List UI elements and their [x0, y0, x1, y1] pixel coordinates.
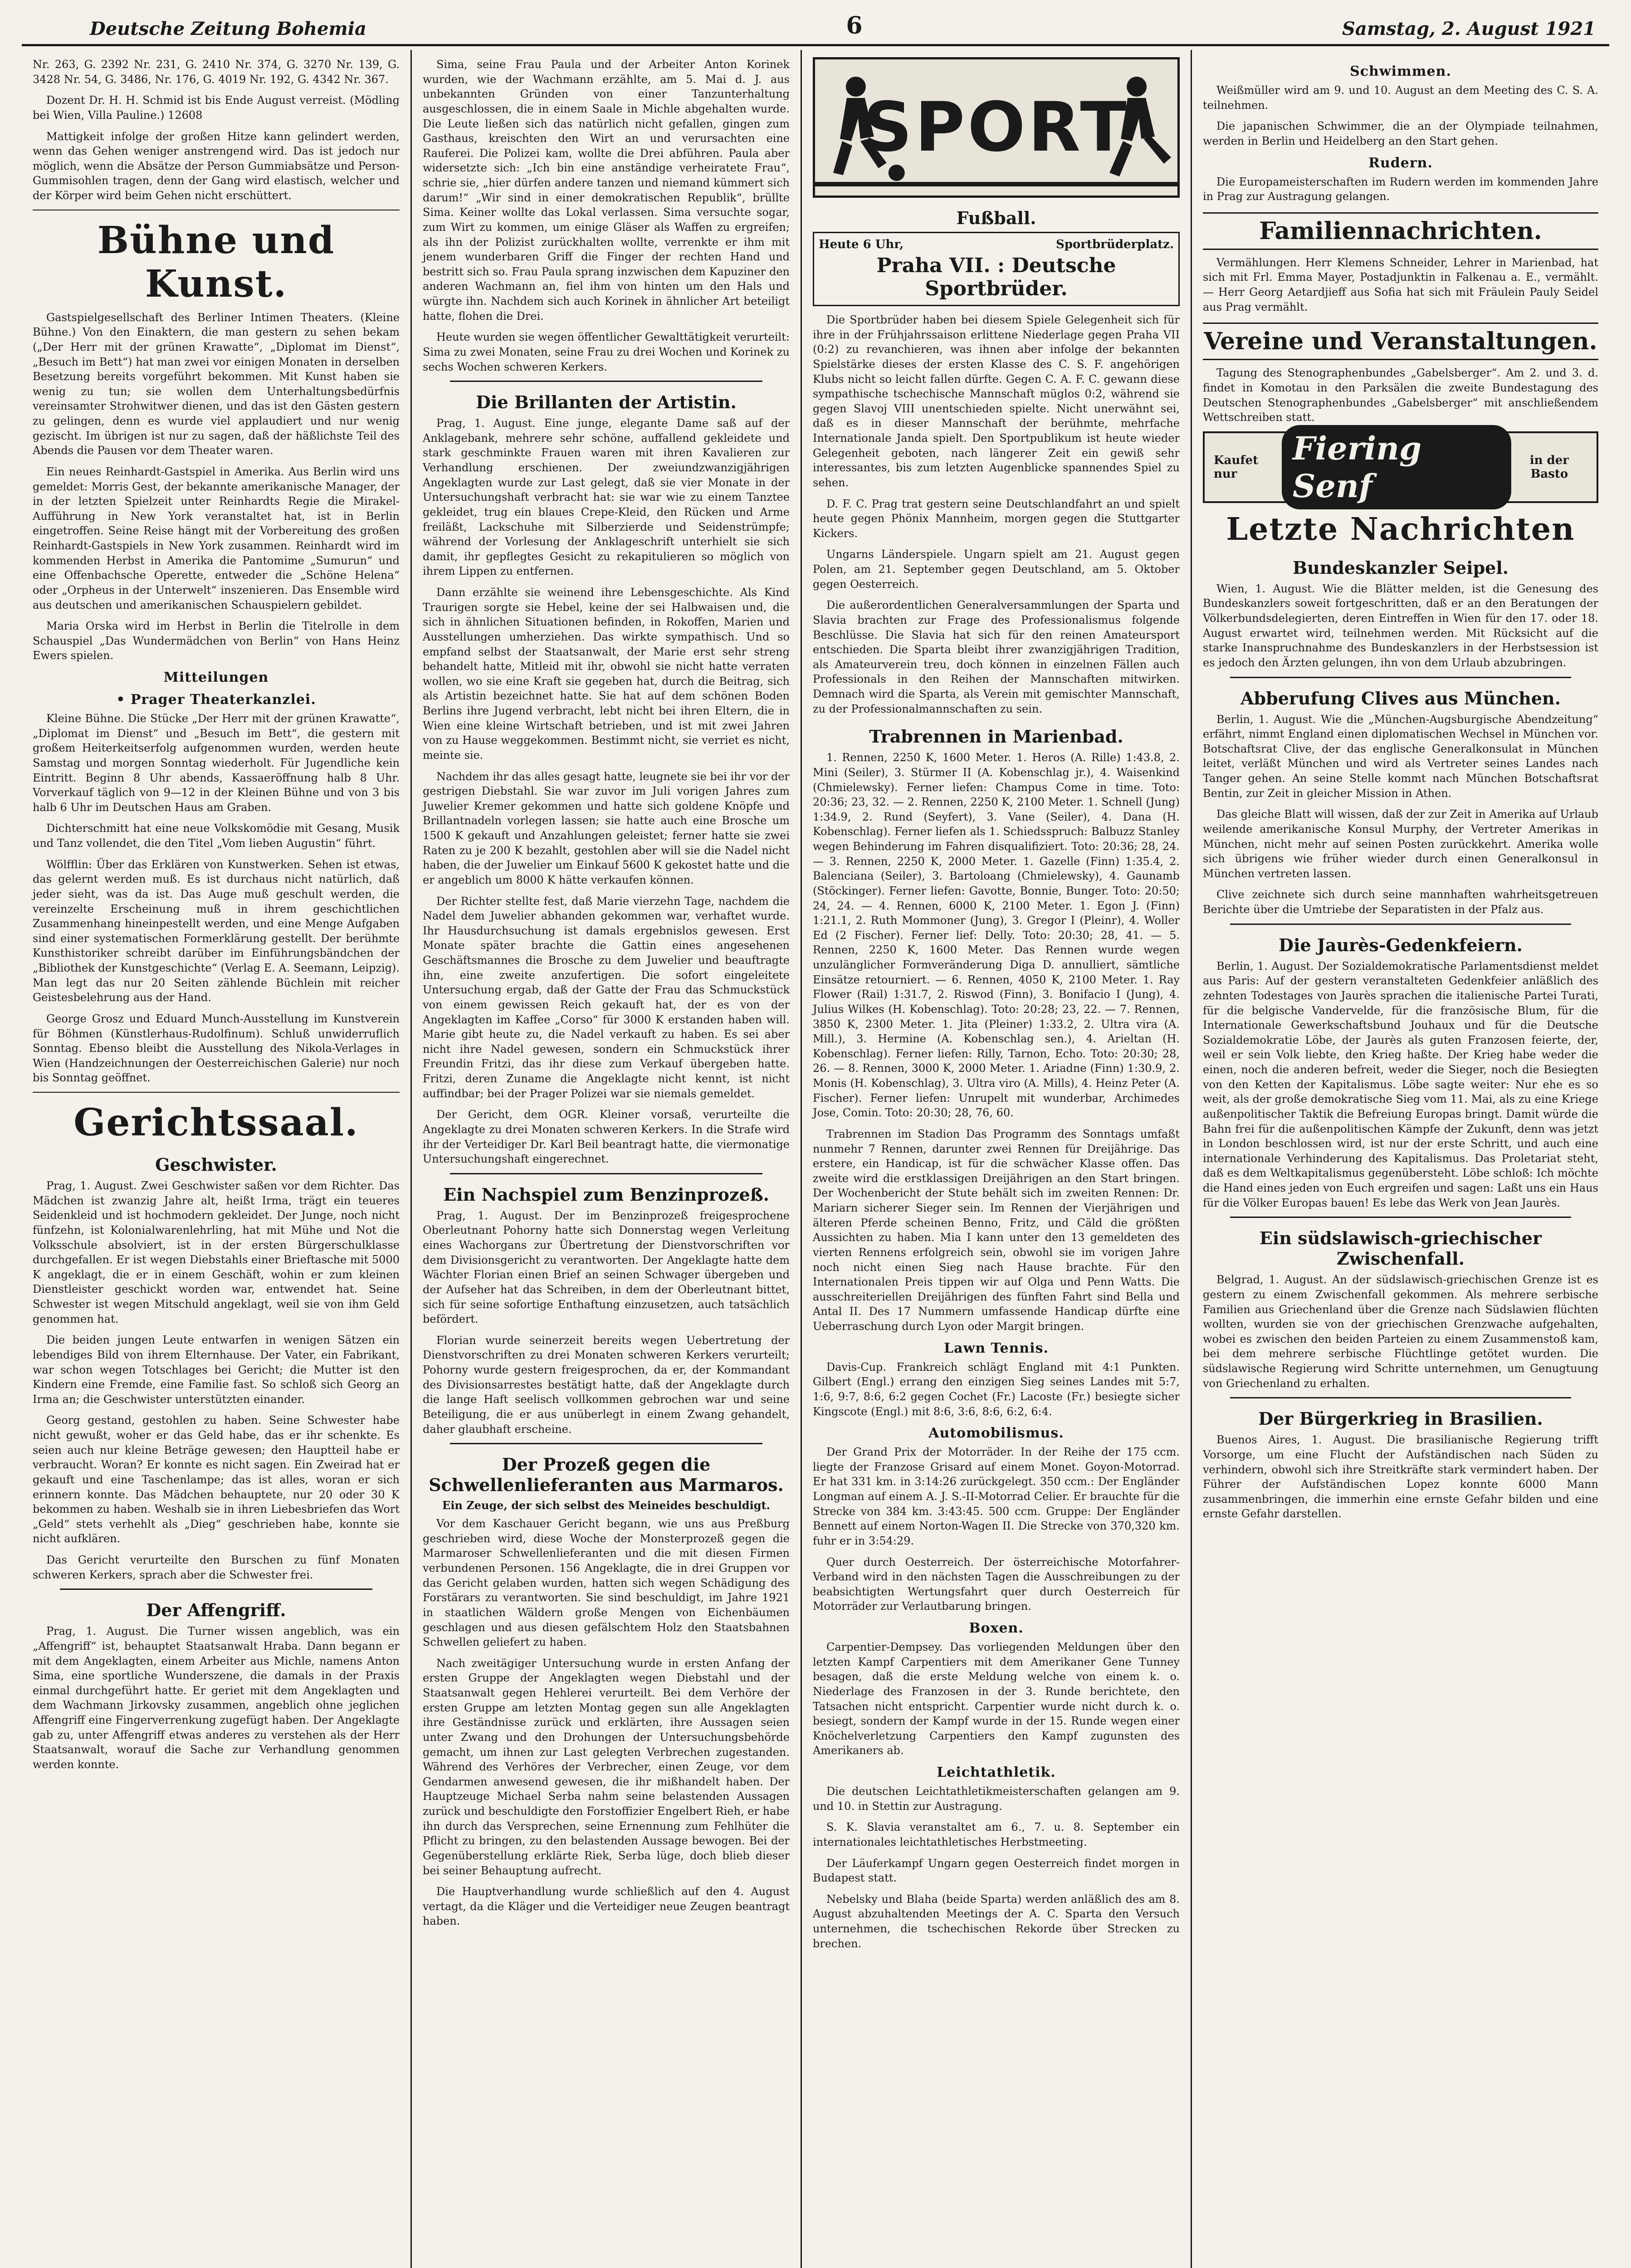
article-text: Prag, 1. August. Zwei Geschwister saßen vor dem Richter. Das Mädchen ist zwanzig Jahre alt, heißt Irma, trägt ein teueres Seidenkleid und ist hochmodern gekleidet. Der Junge, noch nicht fünfzehn, ist Kolonialwarenlehrling, hat mit Mühe und Not die Volksschule absolviert, ist in der ersten Bürgerschulklasse durchgefallen. Er ist wegen Diebstahls einer Brieftasche mit 5000 K angeklagt, die er in einem Geschäft, wohin er zum kleinen Dienstleister geschickt worden war, entwendet hat. Seine Schwester ist wegen Mitschuld angeklagt, weil sie von ihm Geld genommen hat. — [33, 1179, 400, 1325]
section-title-familiennachrichten: Familiennachrichten. — [1203, 212, 1598, 250]
article-text: Das Gericht verurteilte den Burschen zu fünf Monaten schweren Kerkers, sprach aber die Schwester frei. — [33, 1554, 400, 1581]
article-text: Prag, 1. August. Der im Benzinprozeß freigesprochene Oberleutnant Pohorny hatte sich Donnerstag wegen Verleitung eines Wachorgans zur Übertretung der Dienstvorschriften vor dem Divisionsgericht zu verantworten. Der Angeklagte hatte dem Wächter Florian einen Brief an seinen Schwager übergeben und der Aufseher hat das Schreiben, in dem der Oberleutnant bittet, sich für seine sofortige Enthaftung einzusetzen, auch tatsächlich befördert. — [423, 1209, 790, 1326]
article-text: Prag, 1. August. Eine junge, elegante Dame saß auf der Anklagebank, mehrere sehr schöne, auffallend gekleidete und stark geschminkte Frauen waren mit ihren Kavalieren zur Verhandlung erschienen. Der zweiundzwanzigjährigen Angeklagten wurde zur Last gelegt, daß sie vier Monate in der Untersuchungshaft verbracht hat: sie war wie zu einem Tanztee gekleidet, trug ein blaues Crepe-Kleid, den Rücken und Arme freiläßt, Lackschuhe mit Silberzierde und Seidenstrümpfe; während der Vorlesung der Anklageschrift unterhielt sie sich damit, ihr gepflegtes Gesicht zu rekapitulieren so möglich von ihrem Lippen zu entfernen. — [423, 417, 790, 578]
subheading-mitteilungen: Mitteilungen — [163, 670, 269, 685]
divider — [450, 381, 762, 382]
section-title-gerichtssaal: Gerichtssaal. — [73, 1101, 359, 1144]
headline-brasilien: Der Bürgerkrieg in Brasilien. — [1258, 1408, 1543, 1429]
article-text: Florian wurde seinerzeit bereits wegen Uebertretung der Dienstvorschriften zu drei Monaten schweren Kerkers verurteilt; Pohorny wurde gestern freigesprochen, da er, der Kommandant des Divisionsarrestes bestätigt hatte, daß der Angeklagte durch die lange Haft seelisch vollkommen gebrochen war und seine Beteiligung, die er aus unüberlegt in einem Zwang gehandelt, daher glaubhaft erscheine. — [423, 1334, 790, 1436]
match-teams: Praha VII. : Deutsche Sportbrüder. — [876, 254, 1116, 300]
issue-date: Samstag, 2. August 1921 — [1342, 18, 1596, 39]
race-results: 1. Rennen, 2250 K, 1600 Meter. 1. Heros (A. Rille) 1:43.8, 2. Mini (Seiler), 3. Stürmer II (A. Kobenschlag jr.), 4. Waisenkind (Chmielewsky). Ferner liefen: Champus Come in time. Toto: 20:36; 23, 32. — 2. Rennen, 2250 K, 2100 Meter. 1. Schnell (Jung) 1:34.9, 2. Rund (Seyfert), 3. Vane (Seiler), 4. Dana (H. Kobenschlag). Ferner liefen als 1. Schiedsspruch: Balbuzz Stanley wegen Behinderung im Fahren disqualifiziert. Toto: 20:36; 28, 24. — 3. Rennen, 2250 K, 2000 Meter. 1. Gazelle (Finn) 1:35.4, 2. Balenciana (Seiler), 3. Bartoloang (Chmielewsky), 4. Gaunamb (Stöckinger). Ferner liefen: Gavotte, Bonnie, Bunger. Toto: 20:50; 24, 24. — 4. Rennen, 6000 K, 2100 Meter. 1. Egon J. (Finn) 1:21.1, 2. Ruth Mommoner (Jung), 3. Gregor I (Pleinr), 4. Woller Ed (2 Fischer). Ferner lief: Delly. Toto: 20:30; 28, 41. — 5. Rennen, 2250 K, 1600 Meter. Das Rennen wurde wegen unzulänglicher Formveränderung Diga D. annulliert, sämtliche Einsätze retourniert. — 6. Rennen, 4050 K, 2100 Meter. 1. Ray Flower (Rail) 1:31.7, 2. Riswod (Finn), 3. Bonifacio I (Jung), 4. Julius Wilkes (H. Kobenschlag). Toto: 20:28; 23, 22. — 7. Rennen, 3850 K, 2300 Meter. 1. Jita (Pleiner) 1:33.2, 2. Ultra vira (A. Mill.), 3. Hermine (A. Kobenschlag sen.), 4. Arieltan (H. Kobenschlag). Ferner liefen: Rilly, Tarnon, Echo. Toto: 20:30; 28, 26. — 8. Rennen, 3000 K, 2000 Meter. 1. Ariadne (Finn) 1:30.9, 2. Monis (H. Kobenschlag), 3. Ultra viro (A. Mills), 4. Heinz Peter (A. Fischer). Ferner liefen: Unrupelt mit wunderbar, Archimedes Jose, Comin. Toto: 20:30; 28, 76, 60. — [813, 751, 1180, 1119]
lottery-numbers: Nr. 263, G. 2392 Nr. 231, G. 2410 Nr. 374, G. 3270 Nr. 139, G. 3428 Nr. 54, G. 3486, Nr. 176, G. 4019 Nr. 192, G. 4342 Nr. 367. — [33, 58, 400, 86]
article-text: Ein neues Reinhardt-Gastspiel in Amerika. Aus Berlin wird uns gemeldet: Morris Gest, der bekannte amerikanische Manager, der in der letzten Spielzeit unter Reinhardts Regie die Mirakel-Aufführung in New York veranstaltet hat, ist in Berlin eingetroffen. Seine Reise hängt mit der Vorbereitung des großen Reinhardt-Gastspiels in New York zusammen. Reinhardt wird im kommenden Herbst in Amerika die Pantomime „Sumurun“ und eine Offenbachsche Operette, entweder die „Schöne Helena“ oder „Orpheus in der Unterwelt“ inszenieren. Das Ensemble wird aus deutschen und amerikanischen Schauspielern gebildet. — [33, 465, 400, 611]
article-text: Die außerordentlichen Generalversammlungen der Sparta und Slavia brachten zur Frage des Professionalismus folgende Beschlüsse. Die Slavia hat sich für den reinen Amateursport entschieden. Die Sparta bleibt ihrer zwanzigjährigen Tradition, als Amateurverein treu, doch können in einzelnen Fällen auch Professionals in den Reihen der Mannschaften mitwirken. Demnach wird die Sparta, als Verein mit gemischter Mannschaft, zu der Professionalmannschaften zu sein. — [813, 599, 1180, 715]
article-text: Gastspielgesellschaft des Berliner Intimen Theaters. (Kleine Bühne.) Von den Einaktern, die man gestern zu sehen bekam („Der Herr mit der grünen Krawatte“, „Diplomat im Dienst“, „Besuch im Bett“) hat man zwei vor einigen Monaten in derselben Besetzung bereits vorgeführt bekommen. Mit Kunst haben sie wenig zu tun; sie wollen dem Unterhaltungsbedürfnis vereinsamter Strohwitwer dienen, und das ist den Gästen gestern zu gelingen, denn es wurde viel applaudiert und nur wenig gezischt. Im übrigen ist nur zu sagen, daß der häßlichste Teil des Abends die Pausen vor dem Theater waren. — [33, 311, 400, 457]
article-text: Georg gestand, gestohlen zu haben. Seine Schwester habe nicht gewußt, woher er das Geld habe, das er ihr schenkte. Es seien auch nur kleine Beträge gewesen; den Hauptteil habe er verbraucht. Woran? Er konnte es nicht sagen. Ein Zweirad hat er gekauft und eine Taschenlampe; das ist alles, woran er sich erinnern konnte. Das Mädchen behauptete, nur 20 oder 30 K bekommen zu haben. Weshalb sie in ihren Liebesbriefen das Wort „Geld“ stets verhehlt als „Dieg“ geschrieben habe, konnte sie nicht aufklären. — [33, 1414, 400, 1545]
article-text: Maria Orska wird im Herbst in Berlin die Titelrolle in dem Schauspiel „Das Wundermädchen von Berlin“ von Hans Heinz Ewers spielen. — [33, 620, 400, 662]
divider — [450, 1173, 762, 1174]
column-4 — [1192, 50, 1609, 2268]
article-text: Die beiden jungen Leute entwarfen in wenigen Sätzen ein lebendiges Bild von ihrem Elternhause. Der Vater, ein Fabrikant, war schon wegen Totschlages bei Gericht; die Mutter ist den Kindern eine Fremde, eine Familie fast. So schloß sich Georg an Irma an; die Geschwister unterstützten einander. — [33, 1334, 400, 1406]
article-text: Nebelsky und Blaha (beide Sparta) werden anläßlich des am 8. August abzuhaltenden Meetings der A. C. Sparta den Versuch unternehmen, die tschechischen Rekorde über Strecken zu brechen. — [813, 1892, 1180, 1950]
article-text: Clive zeichnete sich durch seine mannhaften wahrheitsgetreuen Berichte über die Umtriebe der Separatisten in der Pfalz aus. — [1203, 888, 1598, 916]
article-text: Die deutschen Leichtathletikmeisterschaften gelangen am 9. und 10. in Stettin zur Austragung. — [813, 1785, 1180, 1813]
article-text: Wölfflin: Über das Erklären von Kunstwerken. Sehen ist etwas, das gelernt werden muß. Es ist durchaus nicht natürlich, daß jeder sieht, was da ist. Das Auge muß geschult werden, die vereinzelte Erscheinung muß in ihrem geschichtlichen Zusammenhang hineinpestellt werden, und eine Menge Aufgaben sind einer systematischen Formerklärung gestellt. Der berühmte Kunsthistoriker schreibt darüber im Einführungsbändchen der „Bibliothek der Kunstgeschichte“ (Verlag E. A. Seemann, Leipzig). Man legt das nur 20 Seiten zählende Büchlein mit reicher Geistesbelehrung aus der Hand. — [33, 858, 400, 1004]
divider — [1230, 1397, 1571, 1398]
article-text: Weißmüller wird am 9. und 10. August an dem Meeting des C. S. A. teilnehmen. — [1203, 84, 1598, 112]
divider — [450, 1443, 762, 1444]
headline-suedslawisch: Ein südslawisch-griechischer Zwischenfall. — [1259, 1228, 1542, 1269]
notice-mattigkeit: Mattigkeit infolge der großen Hitze kann gelindert werden, wenn das Gehen weniger anstrengend wird. Das ist jedoch nur möglich, wenn die Absätze der Person Gummiabsätze und Person-Gummisohlen tragen, denn der Gang wird elastisch, welcher und der Körper wird beim Gehen nicht erschüttert. — [33, 130, 400, 202]
article-text: D. F. C. Prag trat gestern seine Deutschlandfahrt an und spielt heute gegen Phönix Mannheim, morgen gegen die Stuttgarter Kickers. — [813, 497, 1180, 540]
headline-jaures: Die Jaurès-Gedenkfeiern. — [1279, 934, 1523, 955]
headline-rudern: Rudern. — [1368, 155, 1433, 171]
column-1 — [22, 50, 412, 2268]
match-venue: Sportbrüderplatz. — [1056, 238, 1174, 251]
sport-logo — [813, 57, 1180, 198]
headline-brillanten: Die Brillanten der Artistin. — [476, 392, 737, 413]
article-text: Dichterschmitt hat eine neue Volkskomödie mit Gesang, Musik und Tanz vollendet, die den Titel „Vom lieben Augustin“ führt. — [33, 822, 400, 850]
headline-geschwister: Geschwister. — [155, 1154, 277, 1175]
ad-brand-logo: Fiering Senf — [1282, 425, 1511, 509]
article-text: Tagung des Stenographenbundes „Gabelsberger“. Am 2. und 3. d. findet in Komotau in den Parksälen die zweite Bundestagung des Deutschen Stenographenbundes „Gabelsberger“ mit anschließendem Wettschreiben statt. — [1203, 367, 1598, 424]
article-text: Davis-Cup. Frankreich schlägt England mit 4:1 Punkten. Gilbert (Engl.) errang den einzigen Sieg seines Landes mit 5:7, 1:6, 9:7, 8:6, 6:2 gegen Cochet (Fr.) Lacoste (Fr.) besiegte sicher Kingscote (Engl.) mit 8:6, 3:6, 8:6, 6:2, 6:4. — [813, 1360, 1180, 1418]
headline-affengriff: Der Affengriff. — [146, 1600, 286, 1621]
article-text: Vermählungen. Herr Klemens Schneider, Lehrer in Marienbad, hat sich mit Frl. Emma Mayer, Postadjunktin in Falkenau a. E., vermählt. — Herr Georg Aetardjieff aus Sofia hat sich mit Fräulein Pauly Seidel aus Prag vermählt. — [1203, 256, 1598, 313]
section-title-buehne: Bühne und Kunst. — [97, 218, 335, 306]
article-text: Belgrad, 1. August. An der südslawisch-griechischen Grenze ist es gestern zu einem Zwischenfall gekommen. Als mehrere serbische Familien aus Griechenland über die Grenze nach Südslawien flüchten wollten, wurden sie von der griechischen Grenzwache aufgehalten, wobei es zwischen den beiden Parteien zu einem Zusammenstoß kam, bei dem mehrere serbische Flüchtlinge getötet wurden. Die südslawische Regierung wird Schritte unternehmen, um Genugtuung von Griechenland zu erhalten. — [1203, 1273, 1598, 1390]
notice-dozent: Dozent Dr. H. H. Schmid ist bis Ende August verreist. (Mödling bei Wien, Villa Pauline.) 12608 — [33, 94, 400, 122]
divider — [1230, 677, 1571, 678]
ad-right-text: in der Basto — [1529, 453, 1569, 481]
article-text: Der Gericht, dem OGR. Kleiner vorsaß, verurteilte die Angeklagte zu drei Monaten schweren Kerkers. In die Strafe wird ihr der Verteidiger Dr. Karl Beil beantragt hatte, die viermonatige Untersuchungshaft eingerechnet. — [423, 1108, 790, 1166]
headline-fussball: Fußball. — [956, 208, 1036, 228]
headline-schwimmen: Schwimmen. — [1350, 64, 1451, 79]
sport-title: SPORT — [863, 88, 1129, 167]
article-text: Der Läuferkampf Ungarn gegen Oesterreich findet morgen in Budapest statt. — [813, 1857, 1180, 1885]
article-text: Die Europameisterschaften im Rudern werden im kommenden Jahre in Prag zur Austragung gelangen. — [1203, 175, 1598, 203]
divider — [60, 1589, 372, 1590]
section-title-vereine: Vereine und Veranstaltungen. — [1203, 323, 1598, 360]
headline-leichtathletik: Leichtathletik. — [937, 1765, 1056, 1780]
article-text: Wien, 1. August. Wie die Blätter melden, ist die Genesung des Bundeskanzlers soweit fortgeschritten, daß er an den Beratungen der Völkerbundsdelegierten, deren Eintreffen in Wien für den 17. oder 18. August erwartet wird, teilnehmen werden. Mit Rücksicht auf die starke Inanspruchnahme des Bundeskanzlers in der Herbstsession ist es jedoch den Ärzten gelungen, ihn von dem Urlaub abzubringen. — [1203, 582, 1598, 669]
article-text: Sima, seine Frau Paula und der Arbeiter Anton Korinek wurden, wie der Wachmann erzählte, am 5. Mai d. J. aus unbekannten Gründen von einer Tanzunterhaltung ausgeschlossen, die in einem Saale in Michle abgehalten wurde. Die Leute ließen sich das natürlich nicht gefallen, gingen zum Gasthaus, kreischten den Wirt an und verursachten eine Rauferei. Die Polizei kam, wollte die Drei abführen. Paula aber widersetzte sich: „Ich bin eine anständige verheiratete Frau“, schrie sie, „hier dürfen andere tanzen und niemand kümmert sich darum!“ „Wir sind in einer demokratischen Republik“, brüllte Sima. Keiner wollte das Lokal verlassen. Sima versuchte sogar, zum Wirt zu kommen, um einige Gläser als Waffen zu ergreifen; als ihn der Polizist zurückhalten wollte, verrenkte er ihm mit jenem wunderbaren Griff die Finger der rechten Hand und bestritt sich so. Frau Paula sprang inzwischen dem Kapuziner den anderen Wachmann an, fiel ihm von hinten um den Hals und würgte ihn. Nachdem sich auch Korinek in ähnlicher Art beteiligt hatte, flohen die Drei. — [423, 58, 790, 323]
article-text: Ungarns Länderspiele. Ungarn spielt am 21. August gegen Polen, am 21. September gegen Deutschland, am 5. Oktober gegen Oesterreich. — [813, 548, 1180, 591]
headline-seipel: Bundeskanzler Seipel. — [1292, 557, 1509, 578]
article-text: Berlin, 1. August. Der Sozialdemokratische Parlamentsdienst meldet aus Paris: Auf der gestern veranstalteten Gedenkfeier anläßlich des zehnten Todestages von Jaurès sprachen die italienische Partei Turati, für die belgische Vandervelde, für die französische Blum, für die Internationale Gewerkschaftsbund Jouhaux und für die Deutsche Sozialdemokratie Löbe, der Jaurès als guten Franzosen feierte, der, weil er sein Volk liebte, den Krieg haßte. Der Krieg habe weder die einen, noch die anderen befreit, weder die Sieger, noch die Besiegten von den Ketten der Kapitalismus. Löbe sagte weiter: Nur ehe es so weit, als der große demokratische Sieg vom 11. Mai, als zu eine Kriege außenpolitischer Taktik die Befreiung Europas bringt. Damit würde die Bahn frei für die außenpolitischen Kämpfe der Zukunft, denn was jetzt in London beschlossen wird, ist nur der erste Schritt, und auch eine internationale Verhinderung des Kapitalismus. Das Proletariat steht, daß es dem Weltkapitalismus gegenübersteht. Löbe schloß: Ich möchte die Hand eines jeden von Euch ergreifen und sagen: Laßt uns ein Haus für die Völker Europas bauen! Es lebe das Werk von Jean Jaurès. — [1203, 959, 1598, 1209]
article-text: Die Sportbrüder haben bei diesem Spiele Gelegenheit sich für ihre in der Frühjahrssaison erlittene Niederlage gegen Praha VII (0:2) zu revanchieren, was ihnen aber infolge der bekannten Spielstärke dieses der ersten Klasse des C. S. F. angehörigen Klubs nicht so leicht fallen dürfte. Gegen C. A. F. C. gewann diese sympathische tschechische Mannschaft müglos 0:2, während sie gegen Slavoj VIII unentschieden spielte. Nicht unerwähnt sei, daß es in dieser Mannschaft der berühmte, mehrfache Internationale Janda spielt. Den Sportpublikum ist heute wieder Gelegenheit geboten, nach längerer Zeit ein gewiß sehr interessantes, bis zum letzten Augenblicke spannendes Spiel zu sehen. — [813, 313, 1180, 489]
article-text: Vor dem Kaschauer Gericht begann, wie uns aus Preßburg geschrieben wird, diese Woche der Monsterprozeß gegen die Marmaroser Schwellenlieferanten und die mit diesen Firmen verbundenen Personen. 156 Angeklagte, die in drei Gruppen vor das Gericht gelaben wurden, hatten sich wegen Schädigung des Forstärars zu verantworten. Sie sind beschuldigt, im Jahre 1921 in staatlichen Wäldern große Mengen von Eichenbäumen geschlagen und aus diesen gefälschtem Holz den Staatsbahnen Schwellen geliefert zu haben. — [423, 1517, 790, 1649]
columns — [22, 50, 1609, 2268]
column-2 — [412, 50, 802, 2268]
column-3 — [802, 50, 1192, 2268]
article-text: Der Richter stellte fest, daß Marie vierzehn Tage, nachdem die Nadel dem Juwelier abhanden gekommen war, verhaftet wurde. Ihr Hausdurchsuchung ist damals ergebnislos gewesen. Erst Monate später brachte die Gattin eines angesehenen Geschäftsmannes die Brosche zu dem Juwelier und beauftragte ihn, eine zweite anzufertigen. Die sofort eingeleitete Untersuchung ergab, daß der Gatte der Frau das Schmuckstück von einem gewissen Reich gekauft hat, der es von der Angeklagten im Kaffee „Corso“ für 3000 K erstanden haben will. Marie gibt heute zu, die Nadel verkauft zu haben. Es sei aber nicht ihre Nadel gewesen, sondern ein Schmuckstück ihrer Freundin Fritzi, das ihr diese zum Verkauf übergeben hatte. Fritzi, deren Zuname die Angeklagte nicht kennt, ist nicht auffindbar; bei der Prager Polizei war sie niemals gemeldet. — [423, 894, 790, 1100]
article-text: George Grosz und Eduard Munch-Ausstellung im Kunstverein für Böhmen (Künstlerhaus-Rudolfinum). Schluß unwiderruflich Sonntag. Ebenso bleibt die Ausstellung des Nikola-Verlages in Wien (Handzeichnungen der Oesterreichischen Galerie) nur noch bis Sonntag geöffnet. — [33, 1012, 400, 1085]
newspaper-name: Deutsche Zeitung Bohemia — [90, 18, 366, 39]
subheadline-meineid: Ein Zeuge, der sich selbst des Meineides beschuldigt. — [442, 1499, 770, 1512]
headline-lawn-tennis: Lawn Tennis. — [944, 1340, 1049, 1356]
article-text: Der Grand Prix der Motorräder. In der Reihe der 175 ccm. liegte der Franzose Grisard auf einem Monet. Goyon-Motorrad. Er hat 331 km. in 3:14:26 zurückgelegt. 350 ccm.: Der Engländer Longman auf einem A. J. S.-II-Motorrad Celier. Er brauchte für die Strecke von 384 km. 3:43:45. 500 ccm. Gruppe: Der Engländer Bennett auf einem Norton-Wagen II. Die Strecke von 370,320 km. fuhr er in 3:54:29. — [813, 1446, 1180, 1547]
headline-benzinprozess: Ein Nachspiel zum Benzinprozeß. — [443, 1184, 769, 1205]
headline-clive: Abberufung Clives aus München. — [1240, 688, 1561, 709]
headline-automobilismus: Automobilismus. — [928, 1425, 1064, 1442]
page-number: 6 — [846, 12, 863, 39]
article-text: Kleine Bühne. Die Stücke „Der Herr mit der grünen Krawatte“, „Diplomat im Dienst“ und „Besuch im Bett“, die gestern mit großem Heiterkeitserfolg aufgenommen wurden, werden heute Samstag und morgen Sonntag wiederholt. Für Jugendliche kein Eintritt. Beginn 8 Uhr abends, Kassaeröffnung halb 8 Uhr. Vorverkauf täglich von 9—12 in der Kleinen Bühne und von 3 bis halb 6 Uhr im Deutschen Haus am Graben. — [33, 712, 400, 814]
article-text: Carpentier-Dempsey. Das vorliegenden Meldungen über den letzten Kampf Carpentiers mit dem Amerikaner Gene Tunney besagen, daß die erste Meldung welche von einem k. o. Niederlage des Franzosen in der 3. Runde berichtete, den Tatsachen nicht entspricht. Carpentier wurde nicht durch k. o. besiegt, sondern der Kampf wurde in der 15. Runde wegen einer Knöchelverletzung Carpentiers den Kampf zugunsten des Amerikaners ab. — [813, 1641, 1180, 1757]
article-text: Prag, 1. August. Die Turner wissen angeblich, was ein „Affengriff“ ist, behauptet Staatsanwalt Hraba. Dann begann er mit dem Angeklagten, einem Arbeiter aus Michle, namens Anton Sima, eine sportliche Wunderszene, die damals in der Praxis einmal durchgeführt hatte. Er geriet mit dem Angeklagten und dem Wachmann Jirkovsky zusammen, angeblich ohne jeglichen Affengriff eine Fingerverrenkung zugefügt haben. Der Angeklagte gab zu, unter Affengriff etwas anderes zu verstehen als der Herr Staatsanwalt, worauf die Sache zur Verhandlung genommen werden konnte. — [33, 1625, 400, 1771]
article-text: Dann erzählte sie weinend ihre Lebensgeschichte. Als Kind Traurigen sorgte sie Hebel, keine der sei Halbwaisen und, die sich in ähnlichen Situationen befinden, in Rokoffen, Marien und Ausstellungen umherziehen. Das wirkte sympathisch. Und so empfand selbst der Staatsanwalt, der Marie erst sehr streng behandelt hatte, Mitleid mit ihr, obwohl sie nicht hatte verraten wollen, wo sie eine Kraft sie gegeben hat, durch die Beitrag, sich als Artistin bezeichnet hatte. Sie hat auf dem schönen Boden Berlins ihre Jugend verbracht, lebt nicht bei ihren Eltern, die in Wien eine kleine Wirtschaft betrieben, und ist mit zwei Jahren von zu Hause weggekommen. Bestimmt nicht, sie verriet es nicht, meinte sie. — [423, 586, 790, 762]
match-time: Heute 6 Uhr, — [819, 238, 904, 251]
match-announcement — [813, 232, 1180, 306]
divider — [1230, 924, 1571, 925]
article-text: Das gleiche Blatt will wissen, daß der zur Zeit in Amerika auf Urlaub weilende amerikanische Konsul Murphy, der Vertreter Amerikas in München, nicht mehr auf seinen Posten zurückkehrt. Amerika wolle sich übrigens wie früher wieder durch einen Generalkonsul in München vertreten lassen. — [1203, 808, 1598, 880]
article-text: Berlin, 1. August. Wie die „München-Augsburgische Abendzeitung“ erfährt, nimmt England einen diplomatischen Wechsel in München vor. Botschaftsrat Clive, der das englische Generalkonsulat in München leitet, verläßt München und wird als Vertreter seines Landes nach Tanger gehen. An seine Stelle kommt nach München Botschaftsrat Bentin, zur Zeit in gleicher Mission in Athen. — [1203, 713, 1598, 800]
article-text: Nach zweitägiger Untersuchung wurde in ersten Anfang der ersten Gruppe der Angeklagten wegen Diebstahl und der Staatsanwalt gegen Hehlerei verurteilt. Bei dem Verhöre der ersten Gruppe am letzten Montag gegen sun alle Angeklagten ihre Geständnisse zurück und erklärten, ihre Aussagen seien unter Zwang und den Drohungen der Untersuchungsbehörde gemacht, um ihnen zur Last gelegten Verbrechen zugestanden. Während des Verhöres der Verbrecher, einen Zeuge, vor dem Gendarmen anwesend gewesen, die ihr mißhandelt haben. Der Hauptzeuge Michael Serba nahm seine belastenden Aussagen zurück und beschuldigte den Forstoffizier Engelbert Rieh, er habe ihn durch das Versprechen, seine Ernennung zum Fehlhüter die Pflicht zu bringen, zu den belastenden Aussage bewogen. Bei der Gegenüberstellung erklärte Riek, Serba lüge, doch blieb dieser bei seiner Behauptung aufrecht. — [423, 1657, 790, 1877]
article-text: Buenos Aires, 1. August. Die brasilianische Regierung trifft Vorsorge, um eine Flucht der Aufständischen nach Süden zu verhindern, obwohl sich ihre Streitkräfte stark vermindert haben. Der Führer der Aufständischen Lopez konnte 6000 Mann zusammenbringen, die immerhin eine ernste Gefahr bilden und eine ernste Gefahr darstellen. — [1203, 1433, 1598, 1520]
section-title-letzte-nachrichten: Letzte Nachrichten — [1226, 511, 1575, 547]
headline-schwellenlieferanten: Der Prozeß gegen die Schwellenlieferanten aus Marmaros. — [429, 1454, 784, 1496]
article-text: Die japanischen Schwimmer, die an der Olympiade teilnahmen, werden in Berlin und Heidelberg an den Start gehen. — [1203, 120, 1598, 147]
article-text: Die Hauptverhandlung wurde schließlich auf den 4. August vertagt, da die Kläger und die Verteidiger neue Zeugen beantragt haben. — [423, 1885, 790, 1928]
masthead — [22, 14, 1609, 46]
article-text: Trabrennen im Stadion Das Programm des Sonntags umfaßt nunmehr 7 Rennen, darunter zwei Rennen für Dreijährige. Das erstere, ein Handicap, ist für die schwächer Klasse offen. Das zweite wird die erstklassigen Dreijährigen an den Start bringen. Der Wochenbericht der Stute behält sich im zweiten Rennen: Dr. Mariarn sicherer Sieger sein. Im Rennen der Vierjährigen und älteren Pferde scheinen Benno, Fritz, und Cäld die größten Aussichten zu haben. Mia I kann unter den 13 gemeldeten des vierten Rennens erfolgreich sein, obwohl sie im vorigen Jahre noch nicht einen Sieg nach Hause brachte. Für den Internationalen Preis tippen wir auf Olga und Penn Watts. Die ausschreiteriellen Dreijährigen des fünften Fahrt sind Bella und Antal II. Des 17 Nummern umfassende Handicap dürfte eine Ueberraschung durch Lyon oder Margit bringen. — [813, 1127, 1180, 1333]
article-text: S. K. Slavia veranstaltet am 6., 7. u. 8. September ein internationales leichtathletisches Herbstmeeting. — [813, 1821, 1180, 1848]
headline-trabrennen: Trabrennen in Marienbad. — [869, 726, 1123, 747]
article-text: Heute wurden sie wegen öffentlicher Gewalttätigkeit verurteilt: Sima zu zwei Monaten, seine Frau zu drei Wochen und Korinek zu sechs Wochen schweren Kerkers. — [423, 331, 790, 373]
divider — [33, 1092, 400, 1093]
subheading-theaterkanzlei: • Prager Theaterkanzlei. — [116, 692, 316, 708]
divider — [1230, 1217, 1571, 1218]
article-text: Quer durch Oesterreich. Der österreichische Motorfahrer-Verband wird in den nächsten Tagen die Ausschreibungen zu der beabsichtigten Wertungsfahrt quer durch Oesterreich für Motorräder zur Verlautbarung bringen. — [813, 1555, 1180, 1613]
advertisement-senf — [1203, 431, 1598, 503]
ad-left-text: Kaufet nur — [1214, 453, 1259, 481]
article-text: Nachdem ihr das alles gesagt hatte, leugnete sie bei ihr vor der gestrigen Diebstahl. Sie war zuvor im Juli vorigen Jahres zum Juwelier Kremer gekommen und hatte sich goldene Knöpfe und Brillantnadeln vorlegen lassen; sie hatte auch eine Brosche um 1500 K gekauft und Anzahlungen geleistet; ferner hatte sie zwei Raten zu je 200 K bezahlt, gestohlen aber will sie die Nadel nicht haben, die der Juwelier um Einkauf 5600 K gekostet hatte und die er angeblich um 8000 K hätte verkaufen können. — [423, 770, 790, 886]
headline-boxen: Boxen. — [969, 1620, 1024, 1636]
